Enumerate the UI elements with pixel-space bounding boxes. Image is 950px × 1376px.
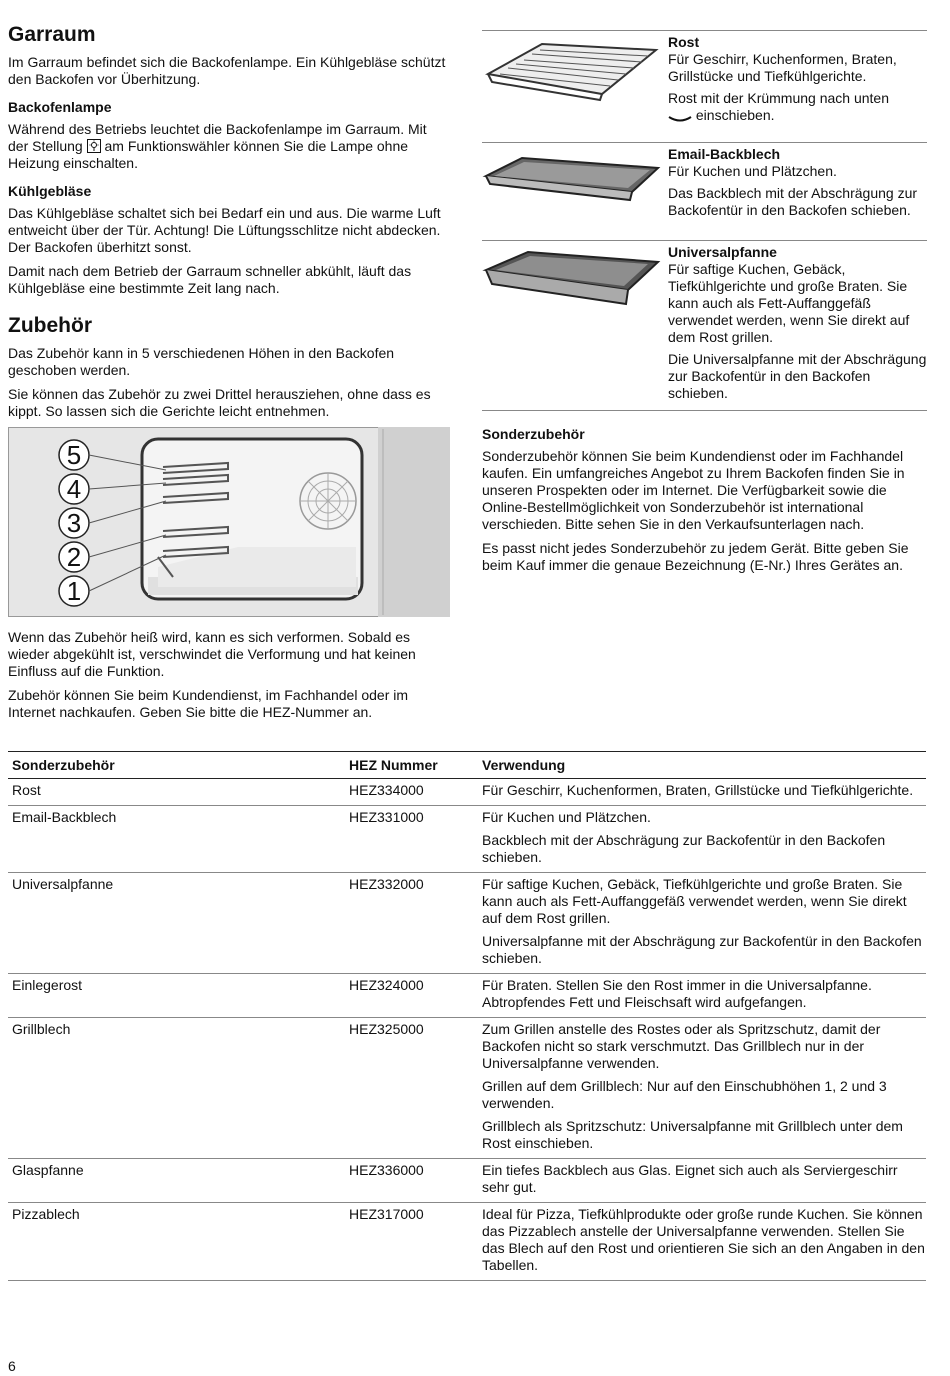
accessory-email-backblech	[482, 142, 927, 240]
oven-levels-figure	[8, 427, 450, 617]
accessory-text-rost: Für Geschirr, Kuchenformen, Braten, Grillstücke und Tiefkühlgerichte.	[668, 51, 897, 84]
table-cell-hez: HEZ332000	[349, 876, 424, 892]
lampe-text-part2: am Funktionswähler können Sie die Lampe ohne Heizung einschalten.	[8, 138, 409, 171]
table-header-name: Sonderzubehör	[12, 757, 115, 773]
garraum-title: Garraum	[8, 23, 96, 46]
table-cell-use-paragraph: Für saftige Kuchen, Gebäck, Tiefkühlgerichte und große Braten. Sie kann auch als Fett-Auffanggefäß verwendet werden, wenn Sie direkt auf dem Rost grillen.	[482, 876, 907, 926]
backofenlampe-text	[8, 121, 448, 172]
table-cell-name: Grillblech	[12, 1021, 71, 1037]
table-cell-hez: HEZ324000	[349, 977, 424, 993]
accessory-note-rost	[668, 90, 927, 124]
zubehoer-text4: Zubehör können Sie beim Kundendienst, im Fachhandel oder im Internet nachkaufen. Geben Sie bitte die HEZ-Nummer an.	[8, 687, 409, 720]
table-row	[8, 873, 926, 974]
table-cell-hez: HEZ325000	[349, 1021, 424, 1037]
table-cell-name: Rost	[12, 782, 41, 798]
table-cell-use-paragraph: Ideal für Pizza, Tiefkühlprodukte oder große runde Kuchen. Sie können das Pizzablech anstelle der Universalpfanne verwenden. Stellen Sie das Blech auf den Rost und orientieren Sie sich an den Angaben in den Tabellen.	[482, 1206, 925, 1273]
table-cell-use-paragraph: Für Geschirr, Kuchenformen, Braten, Grillstücke und Tiefkühlgerichte.	[482, 782, 914, 798]
table-cell-use	[482, 1021, 926, 1158]
accessory-text-backblech-1: Für Kuchen und Plätzchen.	[668, 163, 837, 179]
table-cell-use	[482, 876, 926, 973]
level-label-2: 2	[66, 542, 82, 572]
accessory-universalpfanne	[482, 240, 927, 411]
table-cell-use-paragraph: Zum Grillen anstelle des Rostes oder als Spritzschutz, damit der Backofen nicht so stark verschmutzt. Das Grillblech nur in der Universalpfanne verwenden.	[482, 1021, 881, 1071]
accessory-title-universalpfanne: Universalpfanne	[668, 244, 777, 260]
table-header-use: Verwendung	[482, 757, 566, 773]
sonderzubehoer-heading: Sonderzubehör	[482, 426, 585, 442]
level-label-3: 3	[66, 508, 82, 538]
sonderzubehoer-text2: Es passt nicht jedes Sonderzubehör zu jedem Gerät. Bitte geben Sie beim Kauf immer die genaue Bezeichnung (E-Nr.) Ihres Gerätes an.	[482, 540, 909, 573]
table-cell-use	[482, 1206, 926, 1280]
table-cell-use-paragraph: Backblech mit der Abschrägung zur Backofentür in den Backofen schieben.	[482, 832, 886, 865]
kuehlgeblaese-heading: Kühlgebläse	[8, 183, 92, 199]
accessory-text-pfanne-1: Für saftige Kuchen, Gebäck, Tiefkühlgerichte und große Braten. Sie kann auch als Fett-Auffanggefäß verwendet werden, wenn Sie direkt auf dem Rost grillen.	[668, 261, 910, 345]
table-cell-use	[482, 977, 926, 1017]
table-cell-name: Pizzablech	[12, 1206, 80, 1222]
fan-icon	[300, 473, 356, 529]
table-cell-name: Universalpfanne	[12, 876, 114, 892]
table-header	[8, 752, 926, 779]
lamp-icon	[87, 139, 101, 153]
table-cell-use-paragraph: Universalpfanne mit der Abschrägung zur Backofentür in den Backofen schieben.	[482, 933, 922, 966]
kuehlgeblaese-text2: Damit nach dem Betrieb der Garraum schneller abkühlt, läuft das Kühlgebläse eine bestimmte Zeit lang nach.	[8, 263, 412, 296]
zubehoer-text1: Das Zubehör kann in 5 verschiedenen Höhen in den Backofen geschoben werden.	[8, 345, 395, 378]
table-row	[8, 779, 926, 806]
zubehoer-text3: Wenn das Zubehör heiß wird, kann es sich verformen. Sobald es wieder abgekühlt ist, verschwindet die Verformung und hat keinen Einfluss auf die Funktion.	[8, 629, 416, 679]
level-label-5: 5	[66, 440, 82, 470]
page-number: 6	[8, 1358, 16, 1374]
table-header-hez: HEZ Nummer	[349, 757, 438, 773]
accessory-list	[482, 30, 927, 411]
zubehoer-text2: Sie können das Zubehör zu zwei Drittel herausziehen, ohne dass es kippt. So lassen sich die Gerichte leicht entnehmen.	[8, 386, 431, 419]
table-cell-hez: HEZ336000	[349, 1162, 424, 1178]
universalpfanne-image	[482, 244, 668, 407]
sonderzubehoer-table	[8, 751, 926, 1281]
table-cell-hez: HEZ334000	[349, 782, 424, 798]
lampe-text-part1: Während des Betriebs leuchtet die Backofenlampe im Garraum. Mit der Stellung	[8, 121, 427, 154]
rost-note-pre: Rost mit der Krümmung nach unten	[668, 90, 889, 106]
table-cell-hez: HEZ331000	[349, 809, 424, 825]
table-cell-name: Einlegerost	[12, 977, 83, 993]
table-cell-name: Email-Backblech	[12, 809, 117, 825]
accessory-title-backblech: Email-Backblech	[668, 146, 781, 162]
table-cell-use	[482, 782, 926, 805]
table-cell-use-paragraph: Für Kuchen und Plätzchen.	[482, 809, 651, 825]
table-cell-use-paragraph: Ein tiefes Backblech aus Glas. Eignet sich auch als Serviergeschirr sehr gut.	[482, 1162, 898, 1195]
table-cell-use-paragraph: Für Braten. Stellen Sie den Rost immer in die Universalpfanne. Abtropfendes Fett und Fleischsaft wird aufgefangen.	[482, 977, 872, 1010]
rost-image	[482, 34, 668, 139]
rost-note-post: einschieben.	[695, 107, 775, 123]
table-row	[8, 974, 926, 1018]
kuehlgeblaese-text: Das Kühlgebläse schaltet sich bei Bedarf ein und aus. Die warme Luft entweicht über der Tür. Achtung! Die Lüftungsschlitze nicht abdecken. Der Backofen überhitzt sonst.	[8, 205, 441, 255]
backofenlampe-heading: Backofenlampe	[8, 99, 112, 115]
left-column	[8, 22, 448, 728]
accessory-rost	[482, 30, 927, 142]
table-cell-use	[482, 1162, 926, 1202]
sonderzubehoer-text1: Sonderzubehör können Sie beim Kundendienst oder im Fachhandel kaufen. Ein umfangreiches Angebot zu Ihrem Backofen finden Sie in unseren Prospekten oder im Internet. Die Verfügbarkeit sowie die Online-Bestellmöglichkeit von Sonderzubehör ist international verschieden. Bitte sehen Sie in den Verkaufsunterlagen nach.	[482, 448, 905, 532]
rack-curve-icon	[668, 111, 692, 121]
table-row	[8, 1159, 926, 1203]
table-row	[8, 806, 926, 873]
level-label-1: 1	[66, 576, 82, 606]
garraum-intro: Im Garraum befindet sich die Backofenlampe. Ein Kühlgebläse schützt den Backofen vor Überhitzung.	[8, 54, 446, 87]
table-cell-use	[482, 809, 926, 872]
accessory-title-rost: Rost	[668, 34, 700, 50]
accessory-text-backblech-2: Das Backblech mit der Abschrägung zur Backofentür in den Backofen schieben.	[668, 185, 918, 218]
backblech-image	[482, 146, 668, 237]
table-row	[8, 1203, 926, 1281]
table-cell-name: Glaspfanne	[12, 1162, 84, 1178]
level-label-4: 4	[66, 474, 82, 504]
table-cell-use-paragraph: Grillen auf dem Grillblech: Nur auf den Einschubhöhen 1, 2 und 3 verwenden.	[482, 1078, 887, 1111]
right-column	[482, 30, 927, 581]
table-row	[8, 1018, 926, 1159]
table-cell-hez: HEZ317000	[349, 1206, 424, 1222]
table-cell-use-paragraph: Grillblech als Spritzschutz: Universalpfanne mit Grillblech unter dem Rost einschieben.	[482, 1118, 903, 1151]
accessory-text-pfanne-2: Die Universalpfanne mit der Abschrägung zur Backofentür in den Backofen schieben.	[668, 351, 927, 401]
zubehoer-title: Zubehör	[8, 314, 92, 337]
